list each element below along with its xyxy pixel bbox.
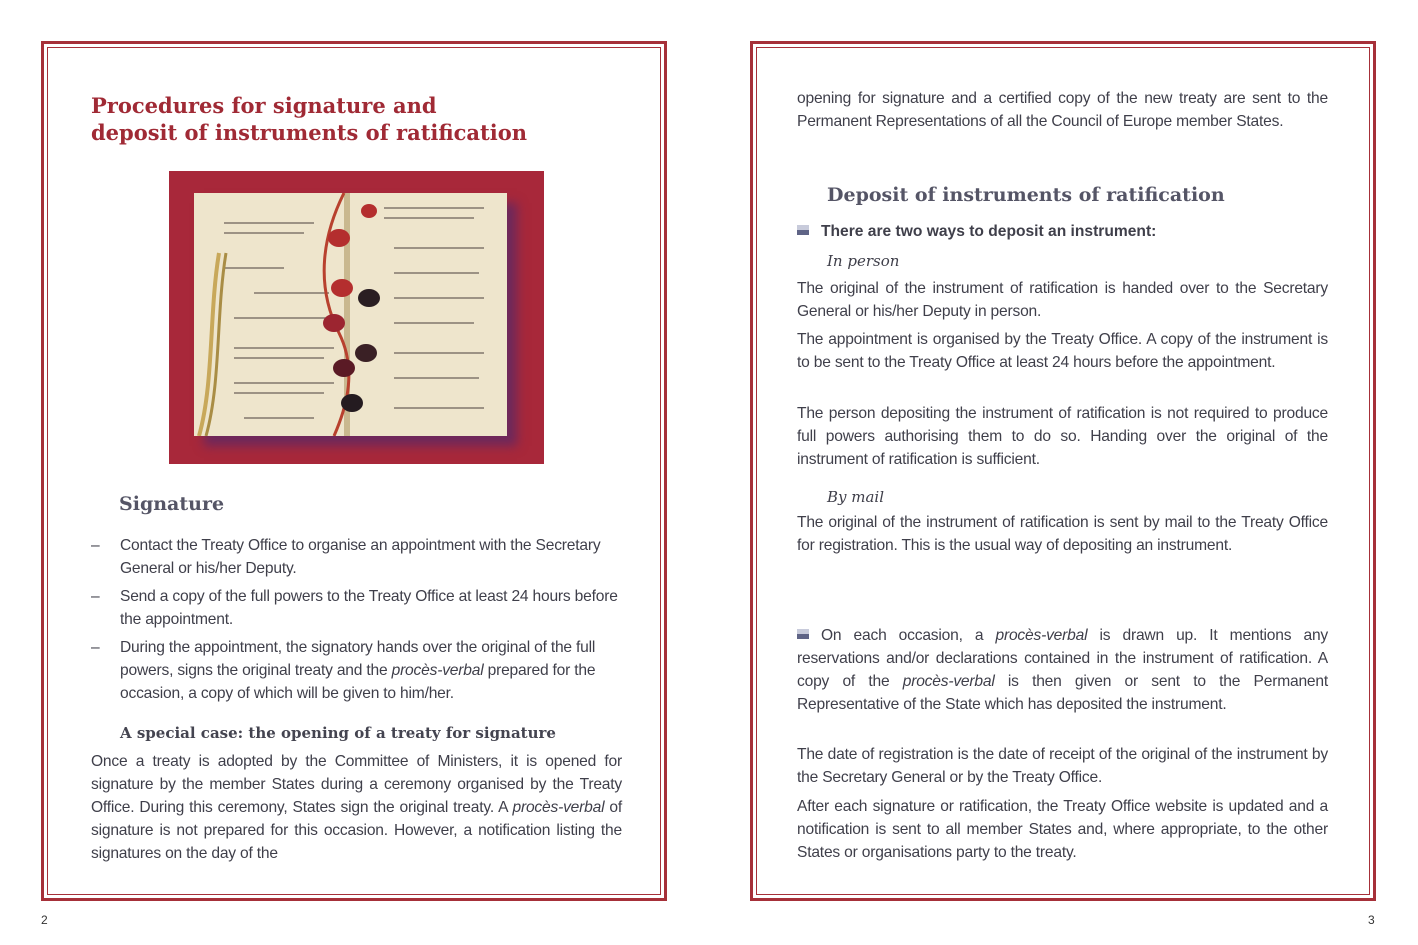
page-title-line-2: deposit of instruments of ratification [91,120,527,145]
square-bullet-icon [797,629,809,639]
deposit-heading: Deposit of instruments of ratification [827,184,1225,206]
list-dash: – [91,537,100,554]
italic-term: procès-verbal [512,799,605,816]
two-ways-label: There are two ways to deposit an instrument: [797,220,1156,243]
in-person-label: In person [827,252,900,270]
italic-term: procès-verbal [995,627,1088,644]
registration-date-paragraph: The date of registration is the date of receipt of the original of the instrument by the Secretary General or by the Treaty Office. [797,746,1328,786]
italic-term: procès-verbal [391,662,484,679]
list-item [91,585,622,631]
occasion-paragraph: On each occasion, a procès-verbal is drawn up. It mentions any reservations and/or declarations contained in the instrument of ratification. A copy of the procès-verbal is then given or sent to the Permanent Representative of the State which has deposited the instrument. [797,627,1329,713]
in-person-paragraph-1: The original of the instrument of ratification is handed over to the Secretary General or his/her Deputy in person. [797,280,1328,320]
page-title-line-1: Procedures for signature and [91,93,437,118]
list-item [91,534,622,580]
in-person-paragraph-2: The appointment is organised by the Treaty Office. A copy of the instrument is to be sent to the Treaty Office at least 24 hours before the appointment. [797,331,1328,371]
page-title [91,92,611,146]
list-dash: – [91,588,100,605]
after-signature-paragraph: After each signature or ratification, the Treaty Office website is updated and a notification is sent to all member States and, where appropriate, to the other States or organisations party to the treaty. [797,798,1328,861]
in-person-paragraph-3: The person depositing the instrument of ratification is not required to produce full powers authorising them to do so. Handing over the original of the instrument of ratification is sufficient. [797,405,1328,468]
square-bullet-icon [797,225,809,235]
treaty-document-illustration [194,193,507,436]
page-number-left: 2 [41,913,48,927]
list-item-text: Send a copy of the full powers to the Treaty Office at least 24 hours before the appointment. [120,588,618,628]
list-item-text: During the appointment, the signatory hands over the original of the full powers, signs the original treaty and the procès-verbal prepared for the occasion, a copy of which will be given to him/her. [120,639,596,702]
signature-steps-list [91,534,622,710]
treaty-photo-frame [169,171,544,464]
list-dash: – [91,639,100,656]
left-page-frame [41,41,667,901]
italic-term: procès-verbal [902,673,995,690]
by-mail-label: By mail [827,488,885,506]
by-mail-paragraph: The original of the instrument of ratification is sent by mail to the Treaty Office for registration. This is the usual way of depositing an instrument. [797,514,1328,554]
special-case-heading: A special case: the opening of a treaty for signature [120,724,556,742]
right-page-frame [750,41,1376,901]
treaty-photo [194,193,507,436]
signature-heading: Signature [119,493,225,515]
special-case-paragraph: Once a treaty is adopted by the Committee of Ministers, it is opened for signature by the member States during a ceremony organised by the Treaty Office. During this ceremony, States sign the original treaty. A procès-verbal of signature is not prepared for this occasion. However, a notification listing the signatures on the day of the [91,753,622,862]
page-number-right: 3 [1368,913,1375,927]
list-item [91,636,622,705]
continued-paragraph: opening for signature and a certified copy of the new treaty are sent to the Permanent Representations of all the Council of Europe member States. [797,90,1328,130]
list-item-text: Contact the Treaty Office to organise an appointment with the Secretary General or his/her Deputy. [120,537,601,577]
